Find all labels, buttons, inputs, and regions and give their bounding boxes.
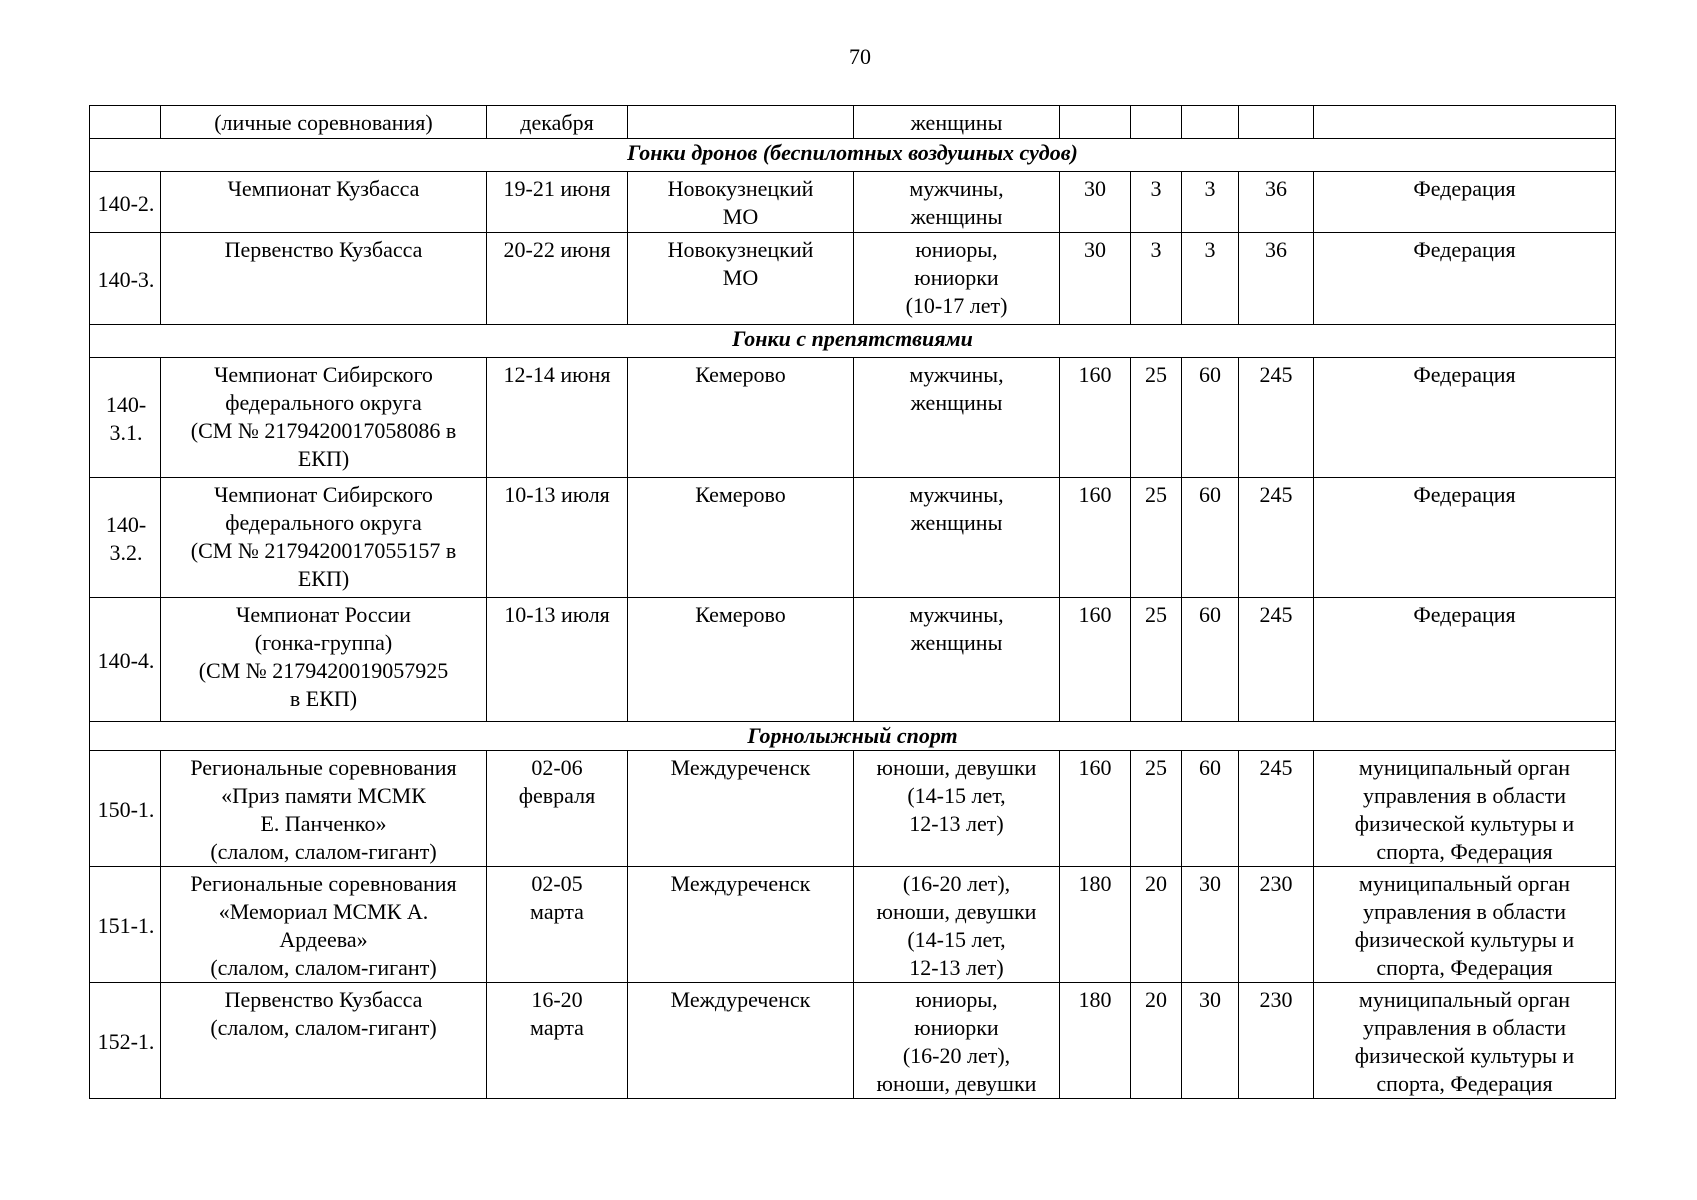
section-title: Горнолыжный спорт [90, 722, 1616, 751]
organizer-cell [1314, 106, 1616, 139]
events-table-body [90, 106, 1616, 1099]
count-total-cell: 245 [1239, 598, 1314, 722]
section-header-row [90, 139, 1616, 172]
event-location-cell: Новокузнецкий МО [628, 172, 854, 233]
row-number-cell: 150-1. [90, 751, 161, 867]
events-table [89, 105, 1616, 1099]
count-judges-cell: 60 [1182, 751, 1239, 867]
count-judges-cell: 3 [1182, 233, 1239, 325]
count-coaches-cell: 25 [1131, 598, 1182, 722]
count-judges-cell: 3 [1182, 172, 1239, 233]
participants-cell: (16-20 лет), юноши, девушки (14-15 лет, 12-13 лет) [854, 867, 1060, 983]
event-dates-cell: 02-05 марта [487, 867, 628, 983]
organizer-cell: Федерация [1314, 358, 1616, 478]
count-judges-cell [1182, 106, 1239, 139]
count-coaches-cell: 25 [1131, 751, 1182, 867]
participants-cell: юниоры, юниорки (16-20 лет), юноши, девушки [854, 983, 1060, 1099]
event-dates-cell: 10-13 июля [487, 478, 628, 598]
count-coaches-cell: 25 [1131, 358, 1182, 478]
count-athletes-cell: 180 [1060, 983, 1131, 1099]
row-number-cell: 140-4. [90, 598, 161, 722]
count-total-cell: 230 [1239, 983, 1314, 1099]
count-coaches-cell: 3 [1131, 233, 1182, 325]
row-number-cell: 140- 3.2. [90, 478, 161, 598]
event-dates-cell: 19-21 июня [487, 172, 628, 233]
row-number-cell [90, 106, 161, 139]
count-total-cell: 245 [1239, 751, 1314, 867]
count-total-cell: 36 [1239, 172, 1314, 233]
count-athletes-cell: 160 [1060, 598, 1131, 722]
count-total-cell: 36 [1239, 233, 1314, 325]
row-number-cell: 152-1. [90, 983, 161, 1099]
event-location-cell: Междуреченск [628, 867, 854, 983]
organizer-cell: Федерация [1314, 478, 1616, 598]
table-row [90, 233, 1616, 325]
participants-cell: мужчины, женщины [854, 598, 1060, 722]
event-name-cell: Первенство Кузбасса [161, 233, 487, 325]
table-row [90, 172, 1616, 233]
event-name-cell: Региональные соревнования «Приз памяти МСМК Е. Панченко» (слалом, слалом-гигант) [161, 751, 487, 867]
table-row [90, 478, 1616, 598]
participants-cell: юниоры, юниорки (10-17 лет) [854, 233, 1060, 325]
count-judges-cell: 60 [1182, 478, 1239, 598]
count-total-cell: 230 [1239, 867, 1314, 983]
table-row [90, 358, 1616, 478]
count-athletes-cell: 160 [1060, 751, 1131, 867]
table-row [90, 751, 1616, 867]
row-number-cell: 140-3. [90, 233, 161, 325]
participants-cell: женщины [854, 106, 1060, 139]
event-name-cell: Чемпионат Сибирского федерального округа (СМ № 2179420017055157 в ЕКП) [161, 478, 487, 598]
page-number: 70 [849, 44, 871, 69]
count-total-cell [1239, 106, 1314, 139]
event-name-cell: (личные соревнования) [161, 106, 487, 139]
table-row [90, 983, 1616, 1099]
section-title: Гонки с препятствиями [90, 325, 1616, 358]
count-coaches-cell: 3 [1131, 172, 1182, 233]
event-location-cell: Новокузнецкий МО [628, 233, 854, 325]
event-dates-cell: 16-20 марта [487, 983, 628, 1099]
count-coaches-cell: 20 [1131, 983, 1182, 1099]
count-judges-cell: 30 [1182, 983, 1239, 1099]
event-location-cell [628, 106, 854, 139]
event-dates-cell: 20-22 июня [487, 233, 628, 325]
count-judges-cell: 60 [1182, 598, 1239, 722]
count-coaches-cell: 25 [1131, 478, 1182, 598]
organizer-cell: Федерация [1314, 598, 1616, 722]
event-location-cell: Кемерово [628, 598, 854, 722]
count-judges-cell: 30 [1182, 867, 1239, 983]
section-title: Гонки дронов (беспилотных воздушных судов) [90, 139, 1616, 172]
participants-cell: юноши, девушки (14-15 лет, 12-13 лет) [854, 751, 1060, 867]
organizer-cell: Федерация [1314, 233, 1616, 325]
organizer-cell: муниципальный орган управления в области физической культуры и спорта, Федерация [1314, 983, 1616, 1099]
event-dates-cell: 12-14 июня [487, 358, 628, 478]
event-name-cell: Чемпионат Сибирского федерального округа (СМ № 2179420017058086 в ЕКП) [161, 358, 487, 478]
row-number-cell: 151-1. [90, 867, 161, 983]
organizer-cell: муниципальный орган управления в области физической культуры и спорта, Федерация [1314, 751, 1616, 867]
count-athletes-cell: 30 [1060, 172, 1131, 233]
count-athletes-cell: 30 [1060, 233, 1131, 325]
participants-cell: мужчины, женщины [854, 358, 1060, 478]
count-coaches-cell [1131, 106, 1182, 139]
table-row [90, 598, 1616, 722]
count-athletes-cell [1060, 106, 1131, 139]
row-number-cell: 140- 3.1. [90, 358, 161, 478]
event-dates-cell: декабря [487, 106, 628, 139]
count-total-cell: 245 [1239, 478, 1314, 598]
event-dates-cell: 02-06 февраля [487, 751, 628, 867]
row-number-cell: 140-2. [90, 172, 161, 233]
organizer-cell: муниципальный орган управления в области физической культуры и спорта, Федерация [1314, 867, 1616, 983]
count-athletes-cell: 160 [1060, 358, 1131, 478]
section-header-row [90, 722, 1616, 751]
event-location-cell: Кемерово [628, 478, 854, 598]
event-name-cell: Первенство Кузбасса (слалом, слалом-гигант) [161, 983, 487, 1099]
event-location-cell: Междуреченск [628, 751, 854, 867]
event-name-cell: Чемпионат России (гонка-группа) (СМ № 2179420019057925 в ЕКП) [161, 598, 487, 722]
organizer-cell: Федерация [1314, 172, 1616, 233]
event-name-cell: Чемпионат Кузбасса [161, 172, 487, 233]
count-athletes-cell: 160 [1060, 478, 1131, 598]
event-location-cell: Кемерово [628, 358, 854, 478]
count-total-cell: 245 [1239, 358, 1314, 478]
count-judges-cell: 60 [1182, 358, 1239, 478]
participants-cell: мужчины, женщины [854, 478, 1060, 598]
participants-cell: мужчины, женщины [854, 172, 1060, 233]
event-location-cell: Междуреченск [628, 983, 854, 1099]
table-row [90, 867, 1616, 983]
event-dates-cell: 10-13 июля [487, 598, 628, 722]
event-name-cell: Региональные соревнования «Мемориал МСМК А. Ардеева» (слалом, слалом-гигант) [161, 867, 487, 983]
count-coaches-cell: 20 [1131, 867, 1182, 983]
table-row [90, 106, 1616, 139]
section-header-row [90, 325, 1616, 358]
count-athletes-cell: 180 [1060, 867, 1131, 983]
